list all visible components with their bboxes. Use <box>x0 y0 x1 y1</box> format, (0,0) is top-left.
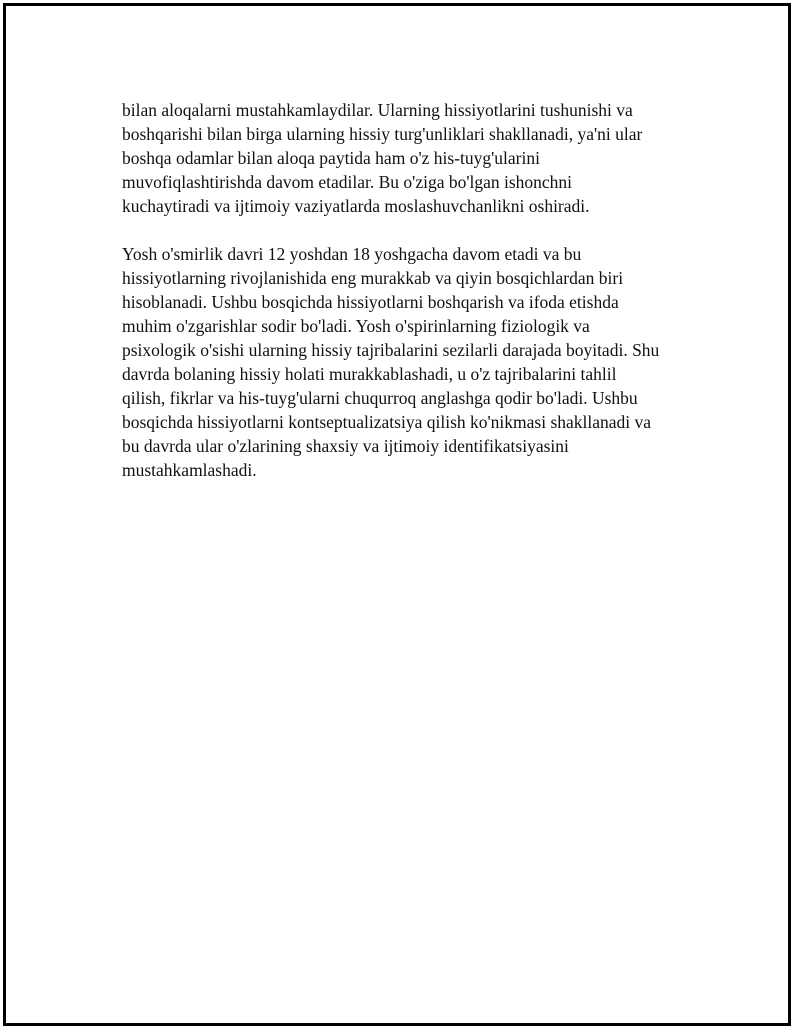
document-body <box>122 98 702 506</box>
paragraph-1: bilan aloqalarni mustahkamlaydilar. Ularning hissiyotlarini tushunishi va boshqarishi bilan birga ularning hissiy turg'unliklari shakllanadi, ya'ni ular boshqa odamlar bilan aloqa paytida ham o'z his-tuyg'ularini muvofiqlashtirishda davom etadilar. Bu o'ziga bo'lgan ishonchni kuchaytiradi va ijtimoiy vaziyatlarda moslashuvchanlikni oshiradi. <box>122 100 643 216</box>
paragraph-2: Yosh o'smirlik davri 12 yoshdan 18 yoshgacha davom etadi va bu hissiyotlarning rivojlanishida eng murakkab va qiyin bosqichlardan biri hisoblanadi. Ushbu bosqichda hissiyotlarni boshqarish va ifoda etishda muhim o'zgarishlar sodir bo'ladi. Yosh o'spirinlarning fiziologik va psixologik o'sishi ularning hissiy tajribalarini sezilarli darajada boyitadi. Shu davrda bolaning hissiy holati murakkablashadi, u o'z tajribalarini tahlil qilish, fikrlar va his-tuyg'ularni chuqurroq anglashga qodir bo'ladi. Ushbu bosqichda hissiyotlarni kontseptualizatsiya qilish ko'nikmasi shakllanadi va bu davrda ular o'zlarining shaxsiy va ijtimoiy identifikatsiyasini mustahkamlashadi. <box>122 244 660 480</box>
document-page <box>3 3 791 1026</box>
